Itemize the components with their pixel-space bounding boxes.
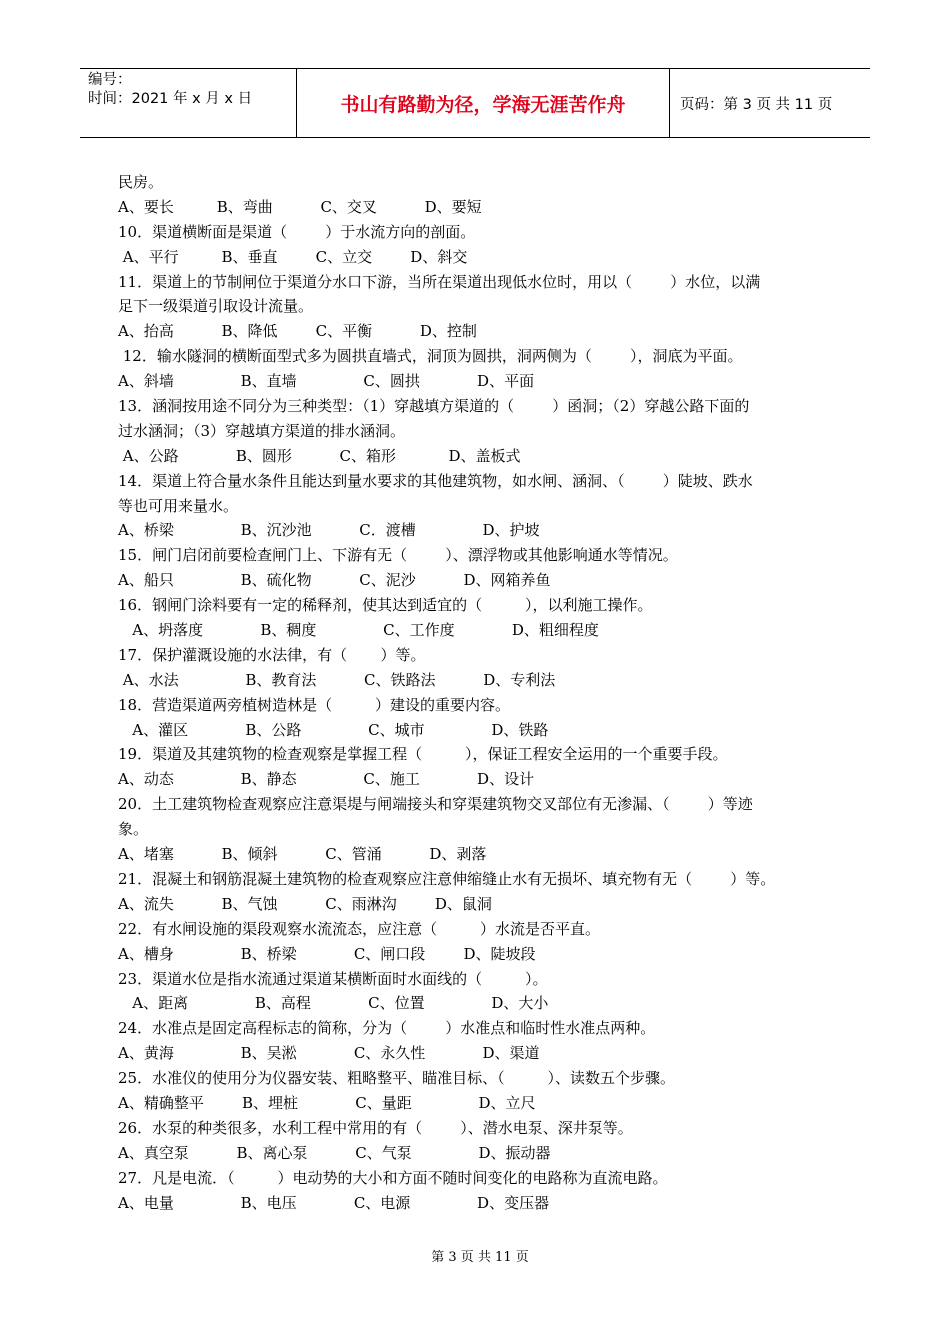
text-line: A、公路 B、圆形 C、箱形 D、盖板式 — [118, 446, 521, 465]
text-line: 足下一级渠道引取设计流量。 — [118, 297, 314, 316]
text-line: 17．保护灌溉设施的水法律，有（ ）等。 — [118, 645, 426, 664]
document-number-label: 编号： — [88, 72, 132, 88]
text-line: A、平行 B、垂直 C、立交 D、斜交 — [118, 247, 468, 266]
page-footer: 第 3 页 共 11 页 — [431, 1250, 529, 1265]
text-line: 24．水准点是固定高程标志的简称，分为（ ）水准点和临时性水准点两种。 — [118, 1019, 656, 1038]
text-line: A、槽身 B、桥梁 C、闸口段 D、陡坡段 — [118, 944, 536, 963]
text-line: A、电量 B、电压 C、电源 D、变压器 — [118, 1193, 550, 1212]
text-line: A、斜墙 B、直墙 C、圆拱 D、平面 — [118, 372, 535, 391]
text-line: 23．渠道水位是指水流通过渠道某横断面时水面线的（ ）。 — [118, 969, 548, 988]
text-line: 10．渠道横断面是渠道（ ）于水流方向的剖面。 — [118, 222, 476, 241]
text-line: 12．输水隧洞的横断面型式多为圆拱直墙式，洞顶为圆拱，洞两侧为（ ），洞底为平面。 — [118, 347, 743, 366]
text-line: 25．水准仪的使用分为仪器安装、粗略整平、瞄准目标、（ ）、读数五个步骤。 — [118, 1069, 676, 1088]
text-line: 等也可用来量水。 — [118, 496, 239, 515]
text-line: 民房。 — [118, 173, 164, 191]
text-line: 象。 — [118, 820, 149, 839]
text-line: A、真空泵 B、离心泵 C、气泵 D、振动器 — [118, 1143, 551, 1162]
text-line: A、流失 B、气蚀 C、雨淋沟 D、鼠洞 — [118, 894, 492, 913]
text-line: 16．钢闸门涂料要有一定的稀释剂，使其达到适宜的（ ），以利施工操作。 — [118, 596, 653, 615]
text-line: A、动态 B、静态 C、施工 D、设计 — [118, 770, 535, 789]
document-time-label: 时间：2021 年 x 月 x 日 — [88, 91, 253, 107]
text-line: 13．涵洞按用途不同分为三种类型：（1）穿越填方渠道的（ ）函洞；（2）穿越公路下面的 — [118, 397, 750, 416]
text-line: 19．渠道及其建筑物的检查观察是掌握工程（ ），保证工程安全运用的一个重要手段。 — [118, 745, 728, 764]
text-line: 21．混凝土和钢筋混凝土建筑物的检查观察应注意伸缩缝止水有无损坏、填充物有无（ ）等。 — [118, 869, 776, 888]
text-line: A、坍落度 B、稠度 C、工作度 D、粗细程度 — [118, 621, 599, 640]
text-line: A、船只 B、硫化物 C、泥沙 D、网箱养鱼 — [118, 571, 551, 590]
text-line: A、距离 B、高程 C、位置 D、大小 — [118, 994, 549, 1013]
header-page-info: 页码：第 3 页 共 11 页 — [680, 96, 833, 113]
header-motto: 书山有路勤为径，学海无涯苦作舟 — [297, 69, 670, 137]
text-line: 11．渠道上的节制闸位于渠道分水口下游，当所在渠道出现低水位时，用以（ ）水位，以满 — [118, 272, 761, 291]
text-line: 27．凡是电流．（ ）电动势的大小和方面不随时间变化的电路称为直流电路。 — [118, 1168, 668, 1187]
text-line: A、水法 B、教育法 C、铁路法 D、专利法 — [118, 670, 556, 689]
text-line: A、堵塞 B、倾斜 C、管涌 D、剥落 — [118, 845, 487, 864]
header-meta — [80, 69, 297, 137]
text-line: A、灌区 B、公路 C、城市 D、铁路 — [118, 720, 549, 739]
text-line: 18．营造渠道两旁植树造林是（ ）建设的重要内容。 — [118, 695, 511, 714]
text-line: 15．闸门启闭前要检查闸门上、下游有无（ ）、漂浮物或其他影响通水等情况。 — [118, 546, 678, 565]
text-line: 26．水泵的种类很多，水利工程中常用的有（ ）、潜水电泵、深井泵等。 — [118, 1118, 633, 1137]
text-line: 20．土工建筑物检查观察应注意渠堤与闸端接头和穿渠建筑物交叉部位有无渗漏、（ ）等迹 — [118, 795, 753, 814]
text-line: 过水涵洞；（3）穿越填方渠道的排水涵洞。 — [118, 421, 406, 440]
text-line: 22．有水闸设施的渠段观察水流流态，应注意（ ）水流是否平直。 — [118, 919, 601, 938]
text-line: 14．渠道上符合量水条件且能达到量水要求的其他建筑物，如水闸、涵洞、（ ）陡坡、跌水 — [118, 471, 753, 490]
text-line: A、桥梁 B、沉沙池 C．渡槽 D、护坡 — [118, 521, 540, 540]
text-line: A、精确整平 B、埋桩 C、量距 D、立尺 — [118, 1093, 536, 1112]
text-line: A、抬高 B、降低 C、平衡 D、控制 — [118, 322, 477, 341]
text-line: A、黄海 B、吴淞 C、永久性 D、渠道 — [118, 1044, 540, 1063]
question-body — [118, 170, 836, 1215]
text-line: A、要长 B、弯曲 C、交叉 D、要短 — [118, 197, 482, 216]
page-header — [80, 68, 870, 138]
